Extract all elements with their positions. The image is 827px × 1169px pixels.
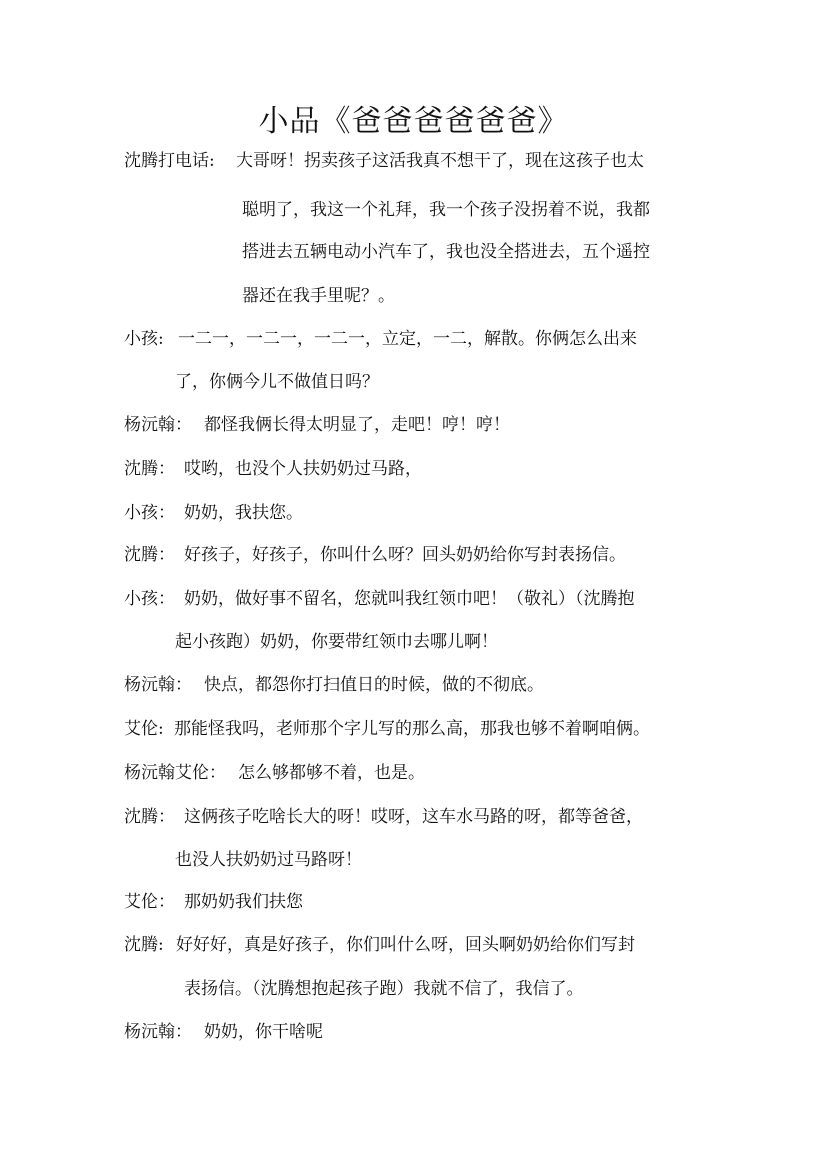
dialogue-line: 也没人扶奶奶过马路呀！ [175, 850, 362, 870]
speaker-name: 沈腾： [124, 459, 175, 479]
speaker-name: 杨沅翰： [124, 1022, 192, 1042]
dialogue-entry [124, 458, 724, 484]
dialogue-line: 快点，都怨你打扫值日的时候，做的不彻底。 [204, 675, 544, 695]
dialogue-line: 好好好，真是好孩子，你们叫什么呀，回头啊奶奶给你们写封 [176, 935, 635, 955]
dialogue-line: 奶奶，做好事不留名，您就叫我红领巾吧！（敬礼）（沈腾抱 [184, 589, 635, 609]
dialogue-line: 起小孩跑）奶奶，你要带红领巾去哪儿啊！ [175, 632, 498, 652]
dialogue-entry [124, 150, 724, 310]
dialogue-line: 好孩子，好孩子，你叫什么呀？回头奶奶给你写封表扬信。 [184, 545, 626, 565]
dialogue-line: 奶奶，你干啥呢 [204, 1022, 323, 1042]
dialogue-line: 哎哟，也没个人扶奶奶过马路， [184, 459, 422, 479]
document-title: 小品《爸爸爸爸爸爸》 [258, 104, 569, 139]
dialogue-entry [124, 588, 724, 658]
speaker-name: 小孩： [124, 503, 175, 523]
dialogue-line: 这俩孩子吃啥长大的呀！哎呀，这车水马路的呀，都等爸爸， [184, 807, 643, 827]
dialogue-entry [124, 934, 724, 1004]
speaker-name: 沈腾打电话: [124, 151, 215, 171]
dialogue-line: 那能怪我吗，老师那个字儿写的那么高，那我也够不着啊咱俩。 [174, 719, 650, 739]
dialogue-line: 一二一，一二一，一二一，立定，一二，解散。你俩怎么出来 [178, 329, 637, 349]
dialogue-line: 怎么够都够不着，也是。 [238, 763, 425, 783]
dialogue-entry [124, 502, 724, 528]
dialogue-line: 器还在我手里呢？。 [242, 286, 395, 306]
dialogue-entry [124, 674, 724, 700]
dialogue-entry [124, 806, 724, 876]
dialogue-entry [124, 762, 724, 788]
speaker-name: 艾伦: [124, 719, 164, 739]
dialogue-line: 那奶奶我们扶您 [184, 892, 303, 912]
speaker-name: 沈腾: [124, 935, 164, 955]
dialogue-line: 了，你俩今儿不做值日吗？ [175, 372, 379, 392]
speaker-name: 沈腾： [124, 545, 175, 565]
speaker-name: 杨沅翰： [124, 675, 192, 695]
dialogue-line: 表扬信。（沈腾想抱起孩子跑）我就不信了，我信了。 [184, 979, 584, 999]
dialogue-line: 搭进去五辆电动小汽车了，我也没全搭进去，五个遥控 [242, 242, 650, 262]
speaker-name: 杨沅翰艾伦： [124, 763, 226, 783]
dialogue-entry [124, 891, 724, 917]
dialogue-line: 都怪我俩长得太明显了，走吧！哼！哼！ [204, 415, 510, 435]
speaker-name: 小孩： [124, 589, 175, 609]
speaker-name: 杨沅翰： [124, 415, 192, 435]
dialogue-entry [124, 544, 724, 570]
dialogue-entry [124, 414, 724, 440]
speaker-name: 小孩: [124, 329, 164, 349]
speaker-name: 沈腾： [124, 807, 175, 827]
dialogue-line: 大哥呀！拐卖孩子这活我真不想干了，现在这孩子也太 [236, 151, 644, 171]
dialogue-entry [124, 328, 724, 398]
dialogue-entry [124, 1021, 724, 1047]
dialogue-line: 聪明了，我这一个礼拜，我一个孩子没拐着不说，我都 [242, 200, 650, 220]
dialogue-entry [124, 718, 724, 744]
dialogue-line: 奶奶，我扶您。 [184, 503, 303, 523]
speaker-name: 艾伦： [124, 892, 175, 912]
